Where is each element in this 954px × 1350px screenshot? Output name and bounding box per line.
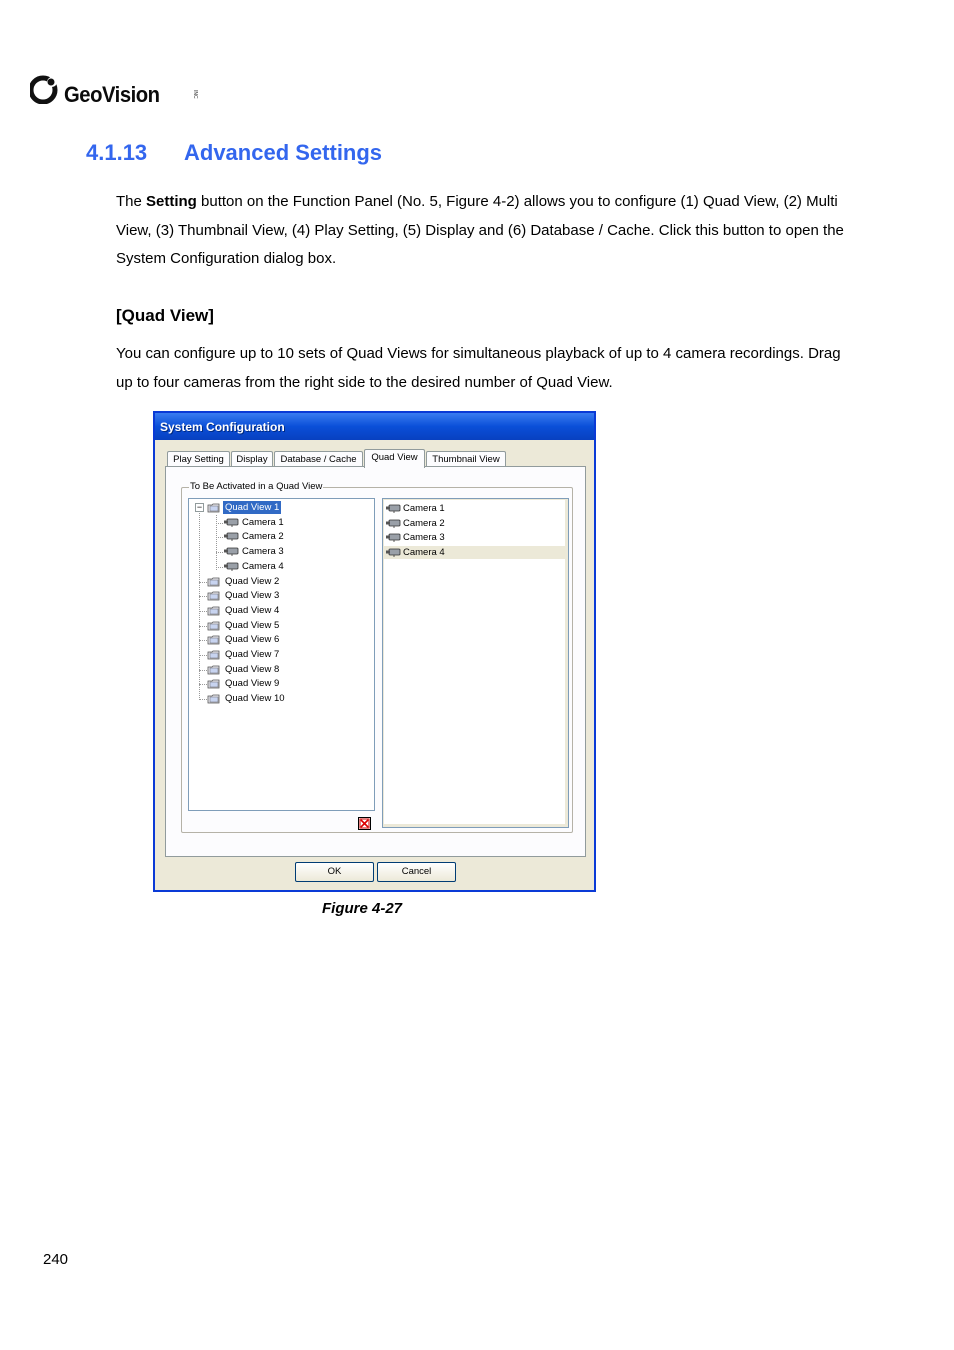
quad-view-group (181, 481, 573, 833)
tree-item-quad-view[interactable] (207, 619, 281, 632)
camera-icon (385, 519, 401, 528)
intro-paragraph: The Setting button on the Function Panel (No. 5, Figure 4-2) allows you to configure (1) Quad View, (2) Multi View, (3) Thumbnail View, (4) Play Setting, (5) Display and (6) Database / Cache. Click this button to open the System Configuration dialog box. (116, 193, 844, 267)
tree-label: Camera 2 (242, 531, 284, 543)
camera-list[interactable] (384, 500, 565, 824)
tab-play-setting[interactable]: Play Setting (167, 451, 230, 467)
camera-icon (385, 504, 401, 513)
tree-item-quad-view[interactable] (207, 648, 281, 661)
ok-button[interactable]: OK (295, 862, 374, 882)
camera-list-item[interactable] (384, 517, 565, 530)
tree-label: Quad View 5 (225, 619, 280, 631)
group-label: To Be Activated in a Quad View (190, 481, 323, 492)
cancel-button[interactable]: Cancel (377, 862, 456, 882)
camera-icon (223, 518, 239, 527)
tree-item-camera[interactable] (223, 530, 286, 543)
camera-label: Camera 1 (403, 503, 445, 514)
tree-label: Quad View 2 (225, 575, 280, 587)
section-number: 4.1.13 (86, 140, 148, 165)
page-number: 240 (43, 1251, 69, 1268)
section-heading (86, 140, 382, 166)
tree-item-quad-view[interactable] (207, 692, 287, 705)
setting-term: Setting (146, 193, 197, 210)
camera-icon (385, 548, 401, 557)
logo-wordmark: GeoVision (64, 82, 160, 107)
tree-item-quad-view[interactable] (207, 677, 281, 690)
quad-view-tree[interactable] (188, 498, 375, 811)
tree-item-camera[interactable] (223, 516, 286, 529)
tab-quad-view[interactable]: Quad View (364, 449, 425, 468)
system-configuration-dialog (153, 411, 596, 892)
folder-icon (207, 634, 220, 645)
tree-label: Quad View 9 (225, 678, 280, 690)
folder-icon (207, 502, 220, 513)
tab-content (165, 466, 586, 857)
tree-item-quad-view[interactable] (207, 633, 281, 646)
tree-label: Camera 4 (242, 560, 284, 572)
camera-label: Camera 4 (403, 547, 445, 559)
tab-database-cache[interactable]: Database / Cache (274, 451, 363, 467)
delete-icon[interactable] (358, 817, 371, 830)
tree-label: Quad View 7 (225, 649, 280, 660)
folder-icon (207, 590, 220, 601)
tab-display[interactable]: Display (231, 451, 273, 467)
tree-label: Quad View 1 (225, 502, 280, 513)
tree-label: Camera 3 (242, 546, 284, 558)
folder-icon (207, 605, 220, 616)
figure-caption: Figure 4-27 (322, 900, 403, 917)
tree-item-quad-view[interactable] (207, 575, 281, 588)
tree-label: Quad View 4 (225, 604, 280, 616)
quad-view-paragraph: You can configure up to 10 sets of Quad Views for simultaneous playback of up to 4 camera recordings. Drag up to four cameras from the right side to the desired number of Quad View. (116, 345, 841, 391)
geovision-logo-icon (30, 74, 60, 104)
camera-label: Camera 2 (403, 517, 445, 529)
folder-icon (207, 693, 220, 704)
geovision-logo (30, 74, 198, 108)
dialog-title: System Configuration (155, 413, 594, 440)
section-title: Advanced Settings (184, 140, 383, 165)
folder-icon (207, 664, 220, 675)
tab-thumbnail-view[interactable]: Thumbnail View (426, 451, 506, 467)
camera-list-panel (382, 498, 569, 828)
logo-trademark: INC (192, 90, 198, 99)
tree-item-quad-view[interactable] (207, 589, 281, 602)
camera-list-item[interactable] (384, 502, 565, 515)
tree-item-camera[interactable] (223, 545, 286, 558)
camera-icon (223, 532, 239, 541)
collapse-icon[interactable]: − (196, 502, 203, 512)
tree-item-camera[interactable] (223, 560, 286, 573)
tree-label: Quad View 10 (225, 693, 285, 705)
tree-item-quad-view-1[interactable] (207, 501, 281, 514)
tree-item-quad-view[interactable] (207, 604, 281, 617)
delete-x-icon (359, 818, 370, 829)
tree-item-quad-view[interactable] (207, 663, 281, 676)
folder-icon (207, 678, 220, 689)
tree-label: Quad View 6 (225, 634, 280, 646)
camera-icon (385, 533, 401, 542)
camera-icon (223, 547, 239, 556)
camera-label: Camera 3 (403, 532, 445, 544)
tree-label: Quad View 3 (225, 590, 280, 602)
folder-icon (207, 649, 220, 660)
tree-label: Quad View 8 (225, 663, 280, 675)
camera-list-item[interactable] (384, 531, 565, 544)
quad-view-heading: [Quad View] (116, 306, 214, 325)
camera-icon (223, 562, 239, 571)
camera-list-item[interactable] (384, 546, 565, 559)
tree-label: Camera 1 (242, 516, 284, 528)
folder-icon (207, 620, 220, 631)
folder-icon (207, 576, 220, 587)
